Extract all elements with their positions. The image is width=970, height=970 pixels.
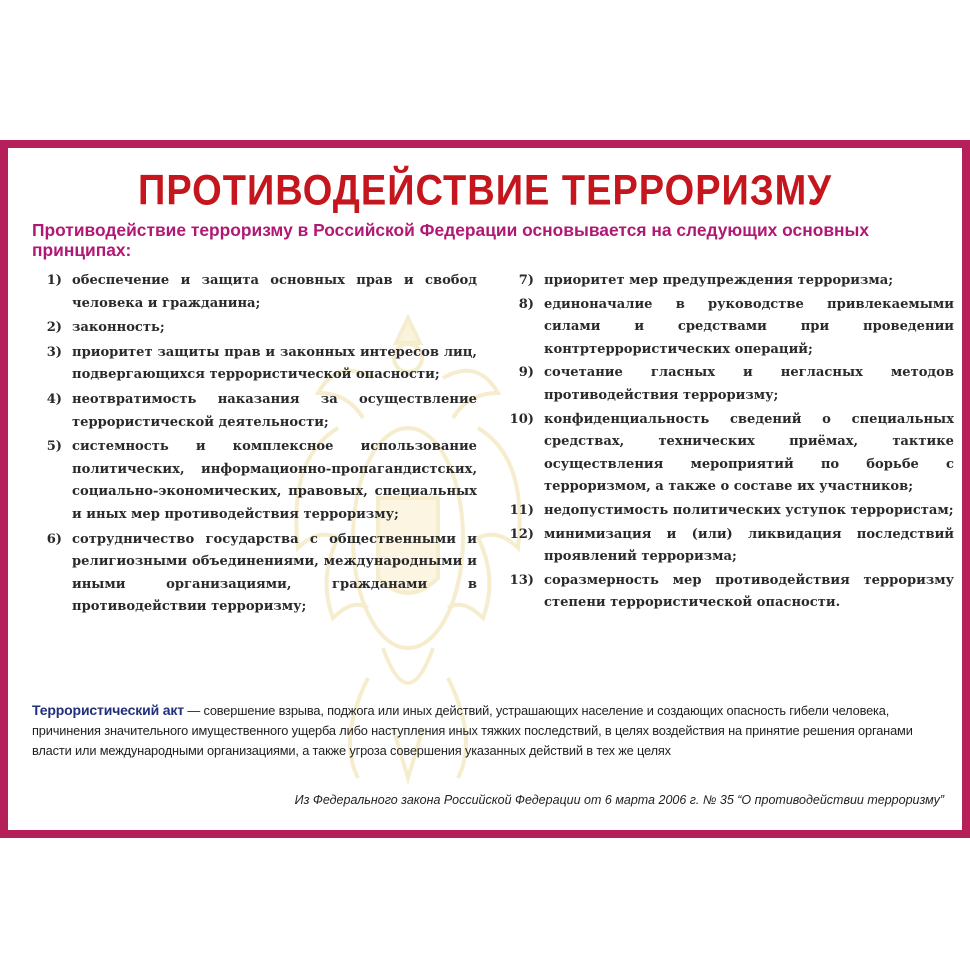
principle-text: конфиденциальность сведений о специальных средствах, технических приёмах, тактике осуществления мероприятий по борьбе с терроризмом, а также о составе их участников; [544,411,954,495]
principle-number: 8) [518,296,534,312]
principle-number: 6) [46,531,62,547]
principle-number: 3) [46,344,62,360]
principle-text: сочетание гласных и негласных методов противодействия терроризму; [544,365,954,403]
principle-text: минимизация и (или) ликвидация последствий проявлений терроризма; [544,526,954,565]
poster-title: ПРОТИВОДЕЙСТВИЕ ТЕРРОРИЗМУ [138,167,832,215]
principle-text: обеспечение и защита основных прав и свобод человека и гражданина; [72,273,477,311]
principle-text: соразмерность мер противодействия терроризму степени террористической опасности. [544,572,954,611]
principle-number: 1) [46,273,62,288]
principle-item [32,270,477,315]
principle-item [502,500,954,523]
principle-item [32,436,477,526]
definition-term: Террористический акт [32,702,184,718]
principle-text: системность и комплексное использование политических, информационно-пропагандистских, социально-экономических, правовых, специальных и иных мер противодействия терроризму; [72,439,477,522]
principle-text: приоритет мер предупреждения терроризма; [544,273,894,288]
poster-frame [0,140,970,838]
principle-number: 12) [509,526,534,542]
principle-number: 9) [518,365,534,381]
principle-number: 11) [509,502,534,518]
principle-item [502,570,954,615]
principle-item [32,529,477,619]
principle-item [32,342,477,387]
principles-right-column [502,270,954,616]
principle-number: 4) [46,391,62,407]
principle-text: законность; [72,320,165,336]
principle-item [32,389,477,434]
law-source-citation: Из Федерального закона Российской Федерации от 6 марта 2006 г. № 35 “О противодействии терроризму” [294,793,944,807]
principle-text: недопустимость политических уступок террористам; [544,502,954,518]
principle-number: 7) [518,273,534,288]
intro-text: Противодействие терроризму в Российской Федерации основывается на следующих основных принципах: [32,220,870,260]
definition-text: — совершение взрыва, поджога или иных действий, устрашающих население и создающих опасность гибели человека, причинения значительного имущественного ущерба либо наступления иных тяжких последствий, в целях воздействия на принятие решения органами власти или международными организациями, а также угроза совершения указанных действий в тех же целях [32,703,913,758]
principle-item [502,362,954,407]
principle-item [32,317,477,340]
principle-text: единоначалие в руководстве привлекаемыми силами и средствами при проведении контртеррористических операций; [544,296,954,357]
principle-item [502,294,954,362]
principle-number: 13) [509,572,534,588]
principle-number: 10) [509,411,534,427]
principle-number: 5) [46,439,62,455]
principle-number: 2) [46,320,62,336]
terrorist-act-definition [32,700,948,761]
principles-left-column [32,270,477,621]
principle-item [502,524,954,569]
poster-body [8,148,962,830]
principle-item [502,270,954,293]
principle-text: неотвратимость наказания за осуществление террористической деятельности; [72,391,477,430]
principle-text: сотрудничество государства с общественными и религиозными объединениями, международными и иными организациями, гражданами в противодействии терроризму; [72,531,477,615]
principle-text: приоритет защиты прав и законных интересов лиц, подвергающихся террористической опасности; [72,344,477,383]
principle-item [502,409,954,499]
